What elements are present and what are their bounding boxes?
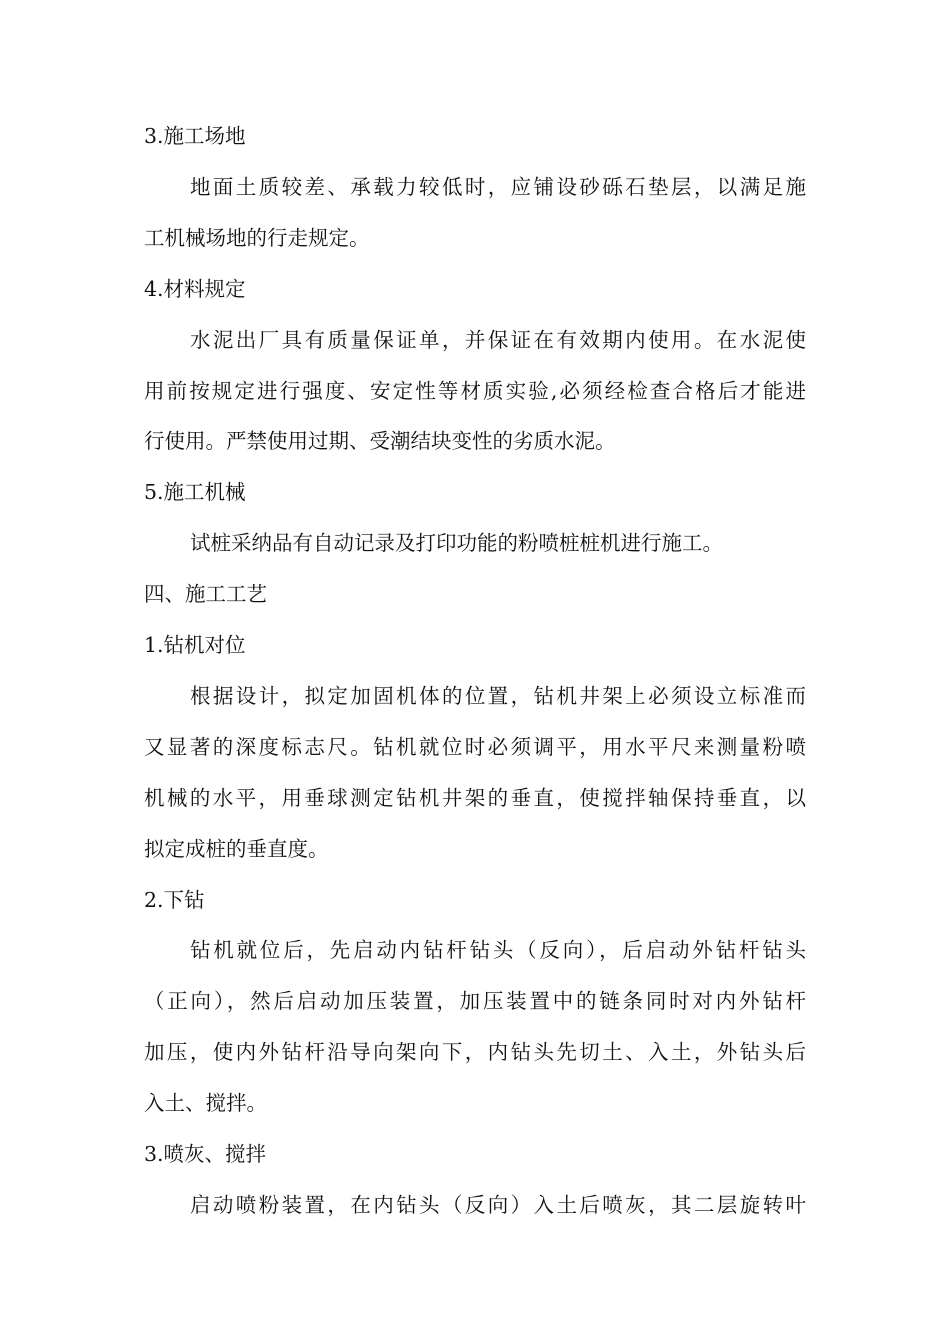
paragraph-line: 根据设计，拟定加固机体的位置，钻机井架上必须设立标准而: [190, 684, 806, 708]
paragraph-line: 用前按规定进行强度、安定性等材质实验,必须经检查合格后才能进: [144, 379, 806, 403]
paragraph-line: （正向），然后启动加压装置，加压装置中的链条同时对内外钻杆: [144, 989, 806, 1013]
paragraph-line: 钻机就位后，先启动内钻杆钻头（反向），后启动外钻杆钻头: [190, 938, 806, 962]
paragraph-line: 水泥出厂具有质量保证单，并保证在有效期内使用。在水泥使: [190, 328, 806, 352]
paragraph-line: 入土、搅拌。: [144, 1091, 267, 1115]
section-heading: 5.施工机械: [144, 480, 246, 504]
paragraph-line: 又显著的深度标志尺。钻机就位时必须调平，用水平尺来测量粉喷: [144, 735, 806, 759]
paragraph-line: 行使用。严禁使用过期、受潮结块变性的劣质水泥。: [144, 429, 616, 453]
paragraph-line: 工机械场地的行走规定。: [144, 226, 370, 250]
section-heading: 1.钻机对位: [144, 633, 246, 657]
section-heading: 2.下钻: [144, 888, 205, 912]
paragraph-line: 机械的水平，用垂球测定钻机井架的垂直，使搅拌轴保持垂直，以: [144, 786, 806, 810]
section-heading: 四、施工工艺: [144, 582, 267, 606]
paragraph-line: 地面土质较差、承载力较低时，应铺设砂砾石垫层，以满足施: [190, 175, 806, 199]
section-heading: 4.材料规定: [144, 277, 246, 301]
paragraph-line: 试桩采纳品有自动记录及打印功能的粉喷桩桩机进行施工。: [190, 531, 723, 555]
paragraph-line: 启动喷粉装置，在内钻头（反向）入土后喷灰，其二层旋转叶: [190, 1193, 806, 1217]
paragraph-line: 加压，使内外钻杆沿导向架向下，内钻头先切土、入土，外钻头后: [144, 1040, 806, 1064]
section-heading: 3.施工场地: [144, 124, 246, 148]
paragraph-line: 拟定成桩的垂直度。: [144, 837, 329, 861]
section-heading: 3.喷灰、搅拌: [144, 1142, 267, 1166]
